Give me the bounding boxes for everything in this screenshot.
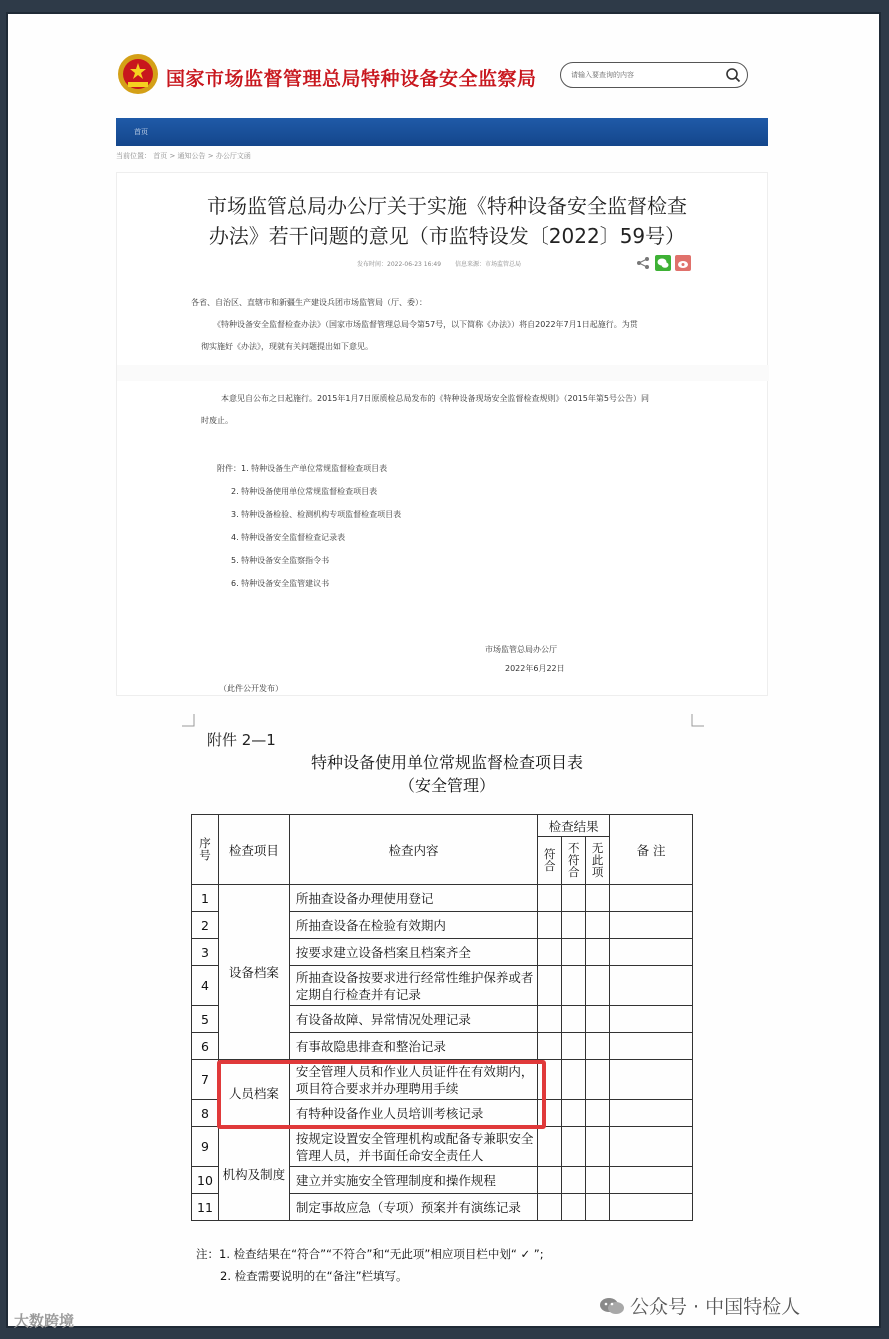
header-seq: 序号 <box>192 815 219 885</box>
table-row: 9 机构及制度 按规定设置安全管理机构或配备专兼职安全管理人员，并书面任命安全责任人 <box>192 1127 693 1167</box>
wechat-share-icon[interactable] <box>655 255 671 271</box>
watermark-left: 大数跨境 <box>14 1312 75 1330</box>
table-row: 5 有设备故障、异常情况处理记录 <box>192 1006 693 1033</box>
section-separator <box>117 365 769 381</box>
page-corner-mark-left <box>182 714 196 728</box>
attachment-4: 4. 特种设备安全监督检查记录表 <box>231 533 346 542</box>
table-row: 4 所抽查设备按要求进行经常性维护保养或者定期自行检查并有记录 <box>192 966 693 1006</box>
wechat-icon <box>598 1296 626 1316</box>
inspection-table <box>191 814 693 1221</box>
note-2: 2. 检查需要说明的在“备注”栏填写。 <box>220 1269 408 1283</box>
table-row: 2 所抽查设备在检验有效期内 <box>192 912 693 939</box>
share-icon[interactable] <box>635 255 651 271</box>
public-note: （此件公开发布） <box>219 684 283 693</box>
paragraph-2-line-1: 本意见自公布之日起施行。2015年1月7日原质检总局发布的《特种设备现场安全监督检查规则》（2015年第5号公告）同 <box>221 394 649 403</box>
article-meta <box>357 259 533 268</box>
attachment-1: 附件：1. 特种设备生产单位常规监督检查项目表 <box>217 464 388 473</box>
table-notes <box>196 1243 544 1287</box>
table-row: 1 设备档案 所抽查设备办理使用登记 <box>192 885 693 912</box>
category-equipment-records: 设备档案 <box>218 885 289 1060</box>
table-row: 7 人员档案 安全管理人员和作业人员证件在有效期内，项目符合要求并办理聘用手续 <box>192 1060 693 1100</box>
article-title <box>177 191 717 251</box>
breadcrumb: 当前位置： 首页 > 通知公告 > 办公厅文函 <box>116 152 251 160</box>
header-remark: 备 注 <box>610 815 693 885</box>
header-result: 检查结果 <box>538 815 610 837</box>
table-row: 3 按要求建立设备档案且档案齐全 <box>192 939 693 966</box>
table-title: 特种设备使用单位常规监督检查项目表 <box>310 753 583 772</box>
search-box[interactable] <box>560 62 748 88</box>
paragraph-2-line-2: 时废止。 <box>201 416 233 425</box>
attachment-2: 2. 特种设备使用单位常规监督检查项目表 <box>231 487 378 496</box>
article-title-line-1: 市场监管总局办公厅关于实施《特种设备安全监督检查 <box>207 194 687 218</box>
watermark-right <box>598 1292 800 1319</box>
article-title-line-2: 办法》若干问题的意见（市监特设发〔2022〕59号） <box>208 224 686 248</box>
nav-bar <box>116 118 768 146</box>
page-corner-mark-right <box>690 714 704 728</box>
table-row: 6 有事故隐患排查和整治记录 <box>192 1033 693 1060</box>
attachment-5: 5. 特种设备安全监察指令书 <box>231 556 330 565</box>
search-input[interactable] <box>569 66 723 84</box>
paragraph-1-line-1: 《特种设备安全监督检查办法》（国家市场监督管理总局令第57号，以下简称《办法》）将自2022年7月1日起施行。为贯 <box>213 320 638 329</box>
nav-item-home[interactable]: 首页 <box>134 128 148 136</box>
table-row: 10 建立并实施安全管理制度和操作规程 <box>192 1167 693 1194</box>
info-source: 信息来源：市场监管总局 <box>455 261 522 268</box>
header-nonconform: 不符合 <box>562 837 586 885</box>
national-emblem-icon <box>116 52 160 96</box>
article-panel <box>116 172 768 696</box>
weibo-share-icon[interactable] <box>675 255 691 271</box>
header-na: 无此项 <box>586 837 610 885</box>
issue-date: 2022年6月22日 <box>505 664 565 673</box>
category-organization-system: 机构及制度 <box>218 1127 289 1221</box>
table-row: 8 有特种设备作业人员培训考核记录 <box>192 1100 693 1127</box>
attachment-6: 6. 特种设备安全监管建议书 <box>231 579 330 588</box>
paragraph-1-line-2: 彻实施好《办法》，现就有关问题提出如下意见。 <box>201 342 373 351</box>
search-icon[interactable] <box>725 67 741 83</box>
annex-label: 附件 2—1 <box>207 731 276 749</box>
recipients: 各省、自治区、直辖市和新疆生产建设兵团市场监管局（厅、委）： <box>191 298 427 307</box>
note-1: 注：1. 检查结果在“符合”“不符合”和“无此项”相应项目栏中划“ ✓ ”; <box>196 1247 544 1261</box>
signature: 市场监管总局办公厅 <box>485 645 557 654</box>
attachment-3: 3. 特种设备检验、检测机构专项监督检查项目表 <box>231 510 402 519</box>
table-subtitle: （安全管理） <box>398 776 495 795</box>
table-row: 11 制定事故应急（专项）预案并有演练记录 <box>192 1194 693 1221</box>
header-conform: 符合 <box>538 837 562 885</box>
header-item: 检查项目 <box>218 815 289 885</box>
publish-date: 发布时间：2022-06-23 16:49 <box>357 261 442 268</box>
watermark-right-text: 公众号 · 中国特检人 <box>630 1296 801 1318</box>
share-bar <box>635 253 695 271</box>
header-content: 检查内容 <box>289 815 537 885</box>
category-personnel-records: 人员档案 <box>218 1060 289 1127</box>
site-title[interactable]: 国家市场监督管理总局特种设备安全监察局 <box>166 68 537 90</box>
site-header <box>116 50 768 104</box>
